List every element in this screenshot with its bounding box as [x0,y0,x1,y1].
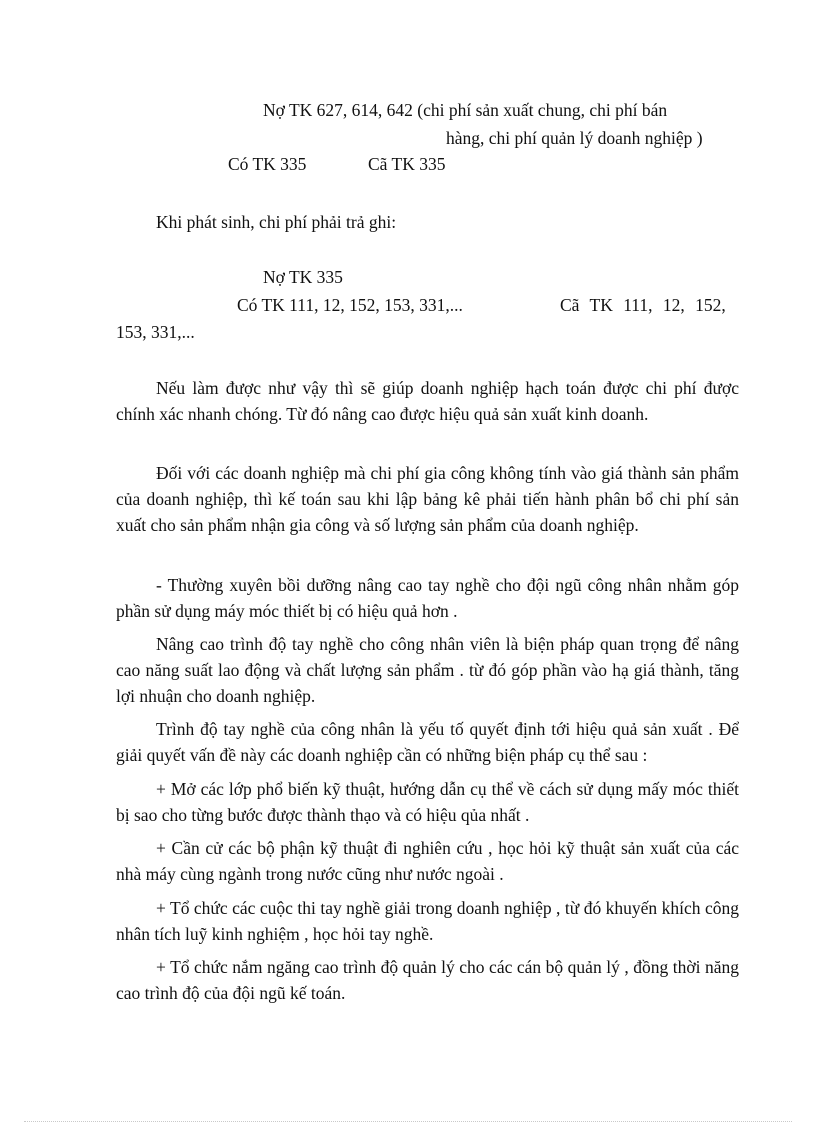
page-bottom-divider [24,1121,792,1122]
paragraph-processing-costs: Đối với các doanh nghiệp mà chi phí gia công không tính vào giá thành sản phẩm của doanh nghiệp, thì kế toán sau khi lập bảng kê phải tiến hành phân bổ chi phí sản xuất cho sản phẩm nhận gia công và số lượng sản phẩm của doanh nghiệp. [116,463,739,535]
posting-intro: Khi phát sinh, chi phí phải trả ghi: [156,212,397,232]
list-item-management-training: + Tổ chức nắm ngăng cao trình độ quản lý cho các cán bộ quản lý , đồng thời năng cao trình độ của đội ngũ kế toán. [116,957,739,1003]
paragraph-skill-improvement: Nâng cao trình độ tay nghề cho công nhân viên là biện pháp quan trọng để nâng cao năng suất lao động và chất lượng sản phẩm . từ đó góp phần vào hạ giá thành, tăng lợi nhuận cho doanh nghiệp. [116,634,739,706]
paragraph-training: - Thường xuyên bồi dưỡng nâng cao tay nghề cho đội ngũ công nhân nhằm góp phần sử dụng máy móc thiết bị có hiệu quả hơn . [116,575,739,621]
paragraph-skill-importance: Trình độ tay nghề của công nhân là yếu tố quyết định tới hiệu quả sản xuất . Để giải quyết vấn đề này các doanh nghiệp cần có những biện pháp cụ thể sau : [116,719,739,765]
entry1-credit-alt-line: Cã TK 335 [368,154,446,174]
list-item-technical-classes: + Mở các lớp phổ biến kỹ thuật, hướng dẫn cụ thể về cách sử dụng mấy móc thiết bị sao cho từng bước được thành thạo và có hiệu qủa nhất . [116,779,739,825]
entry1-debit-line: Nợ TK 627, 614, 642 (chi phí sản xuất chung, chi phí bán [263,100,668,120]
list-item-research-staff: + Cần cử các bộ phận kỹ thuật đi nghiên cứu , học hỏi kỹ thuật sản xuất của các nhà máy cùng ngành trong nước cũng như nước ngoài . [116,838,739,884]
entry1-debit-continuation: hàng, chi phí quản lý doanh nghiệp ) [446,128,703,148]
list-item-skill-contests: + Tổ chức các cuộc thi tay nghề giải trong doanh nghiệp , từ đó khuyến khích công nhân tích luỹ kinh nghiệm , học hỏi tay nghề. [116,898,739,944]
entry2-credit-alt-continuation: 153, 331,... [116,322,195,342]
entry2-credit-line: Có TK 111, 12, 152, 153, 331,... [237,295,463,315]
entry2-credit-alt-line: Cã TK 111, 12, 152, [560,295,726,315]
entry1-credit-line: Có TK 335 [228,154,307,174]
paragraph-benefit: Nếu làm được như vậy thì sẽ giúp doanh nghiệp hạch toán được chi phí được chính xác nhanh chóng. Từ đó nâng cao được hiệu quả sản xuất kinh doanh. [116,378,739,424]
entry2-debit-line: Nợ TK 335 [263,267,343,287]
